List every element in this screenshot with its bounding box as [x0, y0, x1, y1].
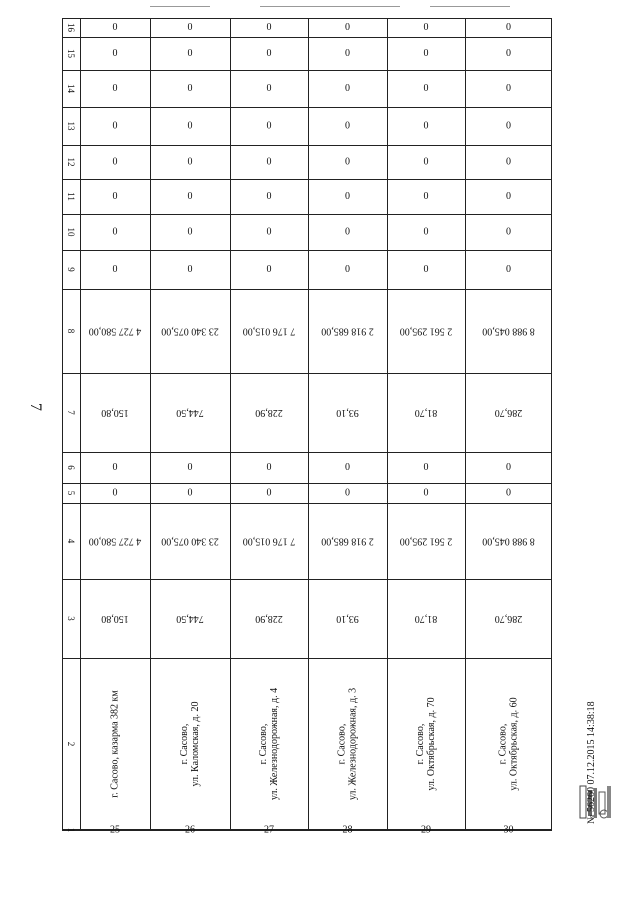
column-number: 6	[66, 465, 76, 470]
value-cell: 0	[112, 120, 118, 132]
column-number: 15	[66, 49, 76, 58]
value-cell: 0	[187, 191, 193, 202]
value-cell: 0	[506, 156, 511, 168]
table-grid	[62, 18, 552, 836]
address-cell: ул. Железнодорожная, д. 4	[269, 687, 280, 801]
value-cell: 2 918 685,00	[321, 325, 374, 337]
value-cell: 0	[266, 83, 272, 94]
address-cell: г. Сасово,	[179, 723, 190, 765]
page-number: 7	[27, 403, 44, 411]
value-cell: 0	[187, 120, 193, 132]
table-border	[63, 19, 552, 830]
row-number: 30	[503, 824, 514, 836]
row-number: 26	[185, 824, 195, 836]
value-cell: 0	[187, 264, 193, 275]
value-cell: 7 176 015,00	[242, 535, 296, 547]
address-cell: г. Сасово,	[258, 723, 269, 765]
top-edge-mark	[430, 6, 510, 7]
value-cell: 0	[423, 156, 429, 168]
value-cell: 8 988 045,00	[482, 325, 535, 337]
row-number: 29	[421, 824, 431, 836]
value-cell: 0	[506, 226, 511, 238]
value-cell: 150,80	[101, 407, 129, 418]
value-cell: 0	[266, 487, 272, 499]
value-cell: 0	[345, 22, 350, 33]
address-cell: ул. Октябрьская, д. 70	[426, 697, 437, 791]
value-cell: 0	[506, 264, 511, 275]
value-cell: 286,70	[494, 613, 523, 624]
value-cell: 0	[423, 83, 429, 94]
column-number: 16	[66, 23, 76, 32]
value-cell: 0	[187, 22, 193, 33]
value-cell: 0	[345, 487, 350, 499]
value-cell: 0	[345, 191, 350, 202]
value-cell: 0	[423, 22, 429, 33]
column-number: 7	[66, 410, 76, 415]
column-number: 13	[66, 121, 76, 131]
address-cell: г. Сасово,	[415, 723, 426, 765]
address-cell: ул. Каломская, д. 20	[190, 701, 201, 787]
column-number: 8	[66, 328, 76, 334]
address-cell: ул. Октябрьская, д. 60	[508, 697, 520, 791]
column-number: 4	[66, 538, 76, 544]
column-number: 11	[66, 192, 76, 201]
value-cell: 0	[112, 462, 118, 473]
value-cell: 0	[266, 48, 272, 59]
value-cell: 0	[423, 48, 429, 59]
value-cell: 0	[266, 156, 272, 168]
value-cell: 4 727 580,00	[88, 535, 142, 547]
value-cell: 0	[187, 48, 193, 59]
value-cell: 0	[506, 462, 511, 473]
value-cell: 0	[345, 226, 350, 238]
value-cell: 0	[187, 462, 193, 473]
column-number: 9	[66, 267, 76, 272]
column-number: 3	[66, 616, 76, 621]
value-cell: 0	[423, 120, 429, 132]
value-cell: 0	[506, 191, 511, 202]
value-cell: 4 727 580,00	[88, 325, 142, 337]
value-cell: 0	[266, 120, 272, 132]
value-cell: 81,70	[414, 613, 438, 624]
value-cell: 0	[266, 462, 272, 473]
value-cell: 2 561 295,00	[399, 535, 453, 547]
value-cell: 7 176 015,00	[242, 325, 296, 337]
value-cell: 0	[266, 264, 272, 275]
column-number: 14	[66, 84, 76, 93]
value-cell: 8 988 045,00	[482, 535, 535, 547]
value-cell: 93,10	[336, 613, 359, 624]
value-cell: 0	[423, 191, 429, 202]
value-cell: 744,50	[176, 407, 204, 418]
value-cell: 93,10	[336, 407, 359, 418]
document-footer: № 56260 07.12.2015 14:38:18	[586, 701, 597, 824]
value-cell: 0	[506, 120, 511, 132]
top-edge-mark	[260, 6, 400, 7]
value-cell: 0	[345, 462, 350, 473]
value-cell: 0	[345, 83, 350, 94]
value-cell: 150,80	[101, 613, 129, 624]
value-cell: 0	[423, 264, 429, 275]
value-cell: 23 340 075,00	[161, 325, 219, 337]
address-cell: г. Сасово, казарма 382 км	[109, 690, 121, 798]
value-cell: 0	[112, 487, 118, 499]
value-cell: 0	[112, 226, 118, 238]
value-cell: 286,70	[494, 407, 523, 418]
value-cell: 0	[187, 83, 193, 94]
value-cell: 0	[187, 226, 193, 238]
value-cell: 81,70	[414, 407, 438, 418]
value-cell: 2 561 295,00	[399, 325, 453, 337]
value-cell: 0	[112, 83, 118, 94]
value-cell: 0	[345, 48, 350, 59]
value-cell: 0	[112, 48, 118, 59]
value-cell: 228,90	[255, 407, 283, 418]
value-cell: 0	[112, 22, 118, 33]
value-cell: 228,90	[255, 613, 283, 624]
value-cell: 0	[266, 22, 272, 33]
column-number: 1	[66, 827, 76, 833]
column-number: 10	[66, 227, 76, 237]
value-cell: 0	[345, 264, 350, 275]
value-cell: 0	[423, 226, 429, 238]
value-cell: 0	[266, 226, 272, 238]
value-cell: 0	[345, 156, 350, 168]
value-cell: 0	[187, 487, 193, 499]
value-cell: 0	[423, 487, 429, 499]
value-cell: 0	[506, 48, 511, 59]
address-cell: г. Сасово,	[497, 723, 509, 765]
address-cell: ул. Железнодорожная, д. 3	[347, 687, 359, 801]
value-cell: 744,50	[176, 613, 204, 624]
value-cell: 0	[506, 487, 511, 499]
value-cell: 0	[112, 156, 118, 168]
column-number: 5	[66, 490, 76, 496]
value-cell: 0	[266, 191, 272, 202]
value-cell: 0	[345, 120, 350, 132]
column-number: 12	[66, 157, 76, 167]
top-edge-mark	[150, 6, 210, 7]
value-cell: 0	[506, 83, 511, 94]
value-cell: 0	[423, 462, 429, 473]
value-cell: 23 340 075,00	[161, 535, 219, 547]
value-cell: 0	[506, 22, 511, 33]
data-table	[62, 18, 552, 836]
value-cell: 0	[112, 264, 118, 275]
value-cell: 0	[187, 156, 193, 168]
row-number: 28	[342, 824, 353, 836]
row-number: 25	[110, 824, 120, 836]
row-number: 27	[264, 824, 274, 836]
value-cell: 2 918 685,00	[321, 535, 374, 547]
value-cell: 0	[112, 191, 118, 202]
address-cell: г. Сасово,	[336, 723, 348, 765]
column-number: 2	[66, 741, 76, 747]
